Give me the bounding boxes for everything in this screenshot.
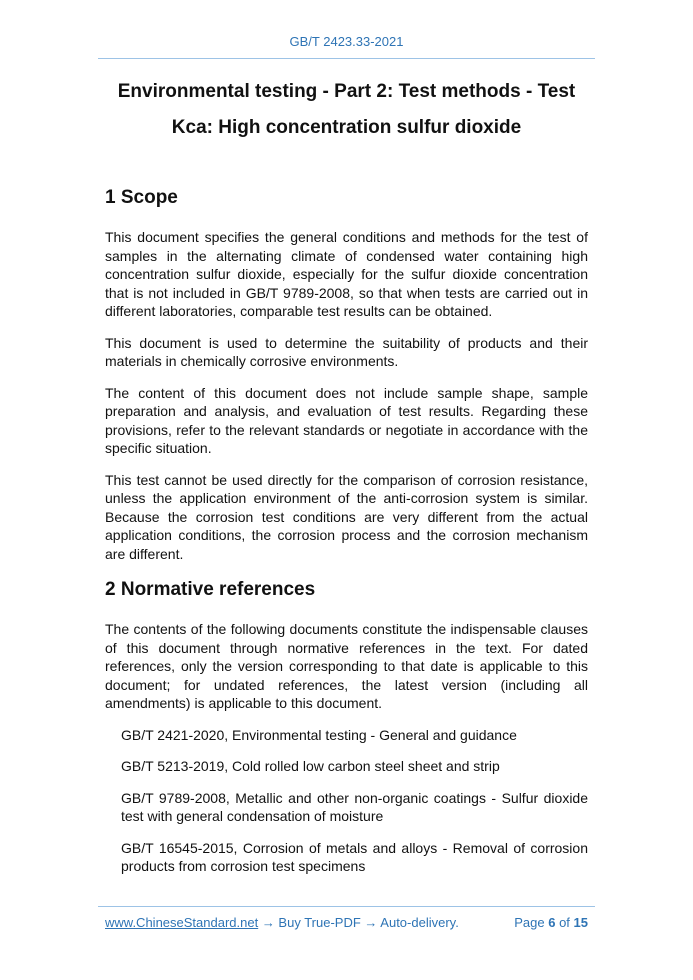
section-heading-normative-references: 2 Normative references	[105, 579, 316, 600]
reference-item: GB/T 2421-2020, Environmental testing - General and guidance	[121, 726, 517, 743]
paragraph: This document is used to determine the suitability of products and their materials in chemically corrosive environments.	[105, 334, 588, 369]
document-title	[98, 74, 595, 146]
reference-item: GB/T 9789-2008, Metallic and other non-organic coatings - Sulfur dioxide test with general condensation of moisture	[121, 789, 588, 824]
website-link[interactable]: www.ChineseStandard.net	[105, 915, 259, 930]
reference-item: GB/T 16545-2015, Corrosion of metals and alloys - Removal of corrosion products from corrosion test specimens	[121, 839, 588, 874]
section-heading-scope: 1 Scope	[105, 187, 178, 208]
header-doc-id: GB/T 2423.33-2021	[289, 34, 404, 49]
current-page: 6	[548, 915, 556, 930]
footer	[105, 915, 588, 930]
header-divider	[98, 58, 595, 59]
footer-divider	[98, 906, 595, 907]
paragraph: The contents of the following documents constitute the indispensable clauses of this document through normative references in the text. For dated references, only the version corresponding to that date is applicable to this document; for undated references, the latest version (including all amendments) is applicable to this document.	[105, 621, 588, 711]
title-line-2: Kca: High concentration sulfur dioxide	[171, 117, 522, 138]
page-label: Page	[514, 915, 545, 930]
document-body	[105, 185, 588, 889]
paragraph: This test cannot be used directly for the comparison of corrosion resistance, unless the application environment of the anti-corrosion system is similar. Because the corrosion test conditions are very different from the actual application conditions, the corrosion process and the corrosion mechanism are different.	[105, 471, 588, 562]
title-line-1: Environmental testing - Part 2: Test methods - Test	[117, 81, 576, 102]
footer-promo	[105, 915, 459, 930]
footer-promo-text: → Buy True-PDF → Auto-delivery.	[258, 915, 459, 930]
of-label: of	[559, 915, 570, 930]
paragraph: This document specifies the general conditions and methods for the test of samples in the alternating climate of condensed water containing high concentration sulfur dioxide, especially for the sulfur dioxide concentration that is not included in GB/T 9789-2008, so that when tests are carried out in different laboratories, comparable test results can be obtained.	[105, 229, 588, 319]
paragraph: The content of this document does not include sample shape, sample preparation and analysis, and evaluation of test results. Regarding these provisions, refer to the relevant standards or negotiate in accordance with the specific situation.	[105, 384, 588, 456]
reference-item: GB/T 5213-2019, Cold rolled low carbon steel sheet and strip	[121, 758, 500, 774]
total-pages: 15	[573, 915, 588, 930]
page-number	[514, 915, 588, 930]
